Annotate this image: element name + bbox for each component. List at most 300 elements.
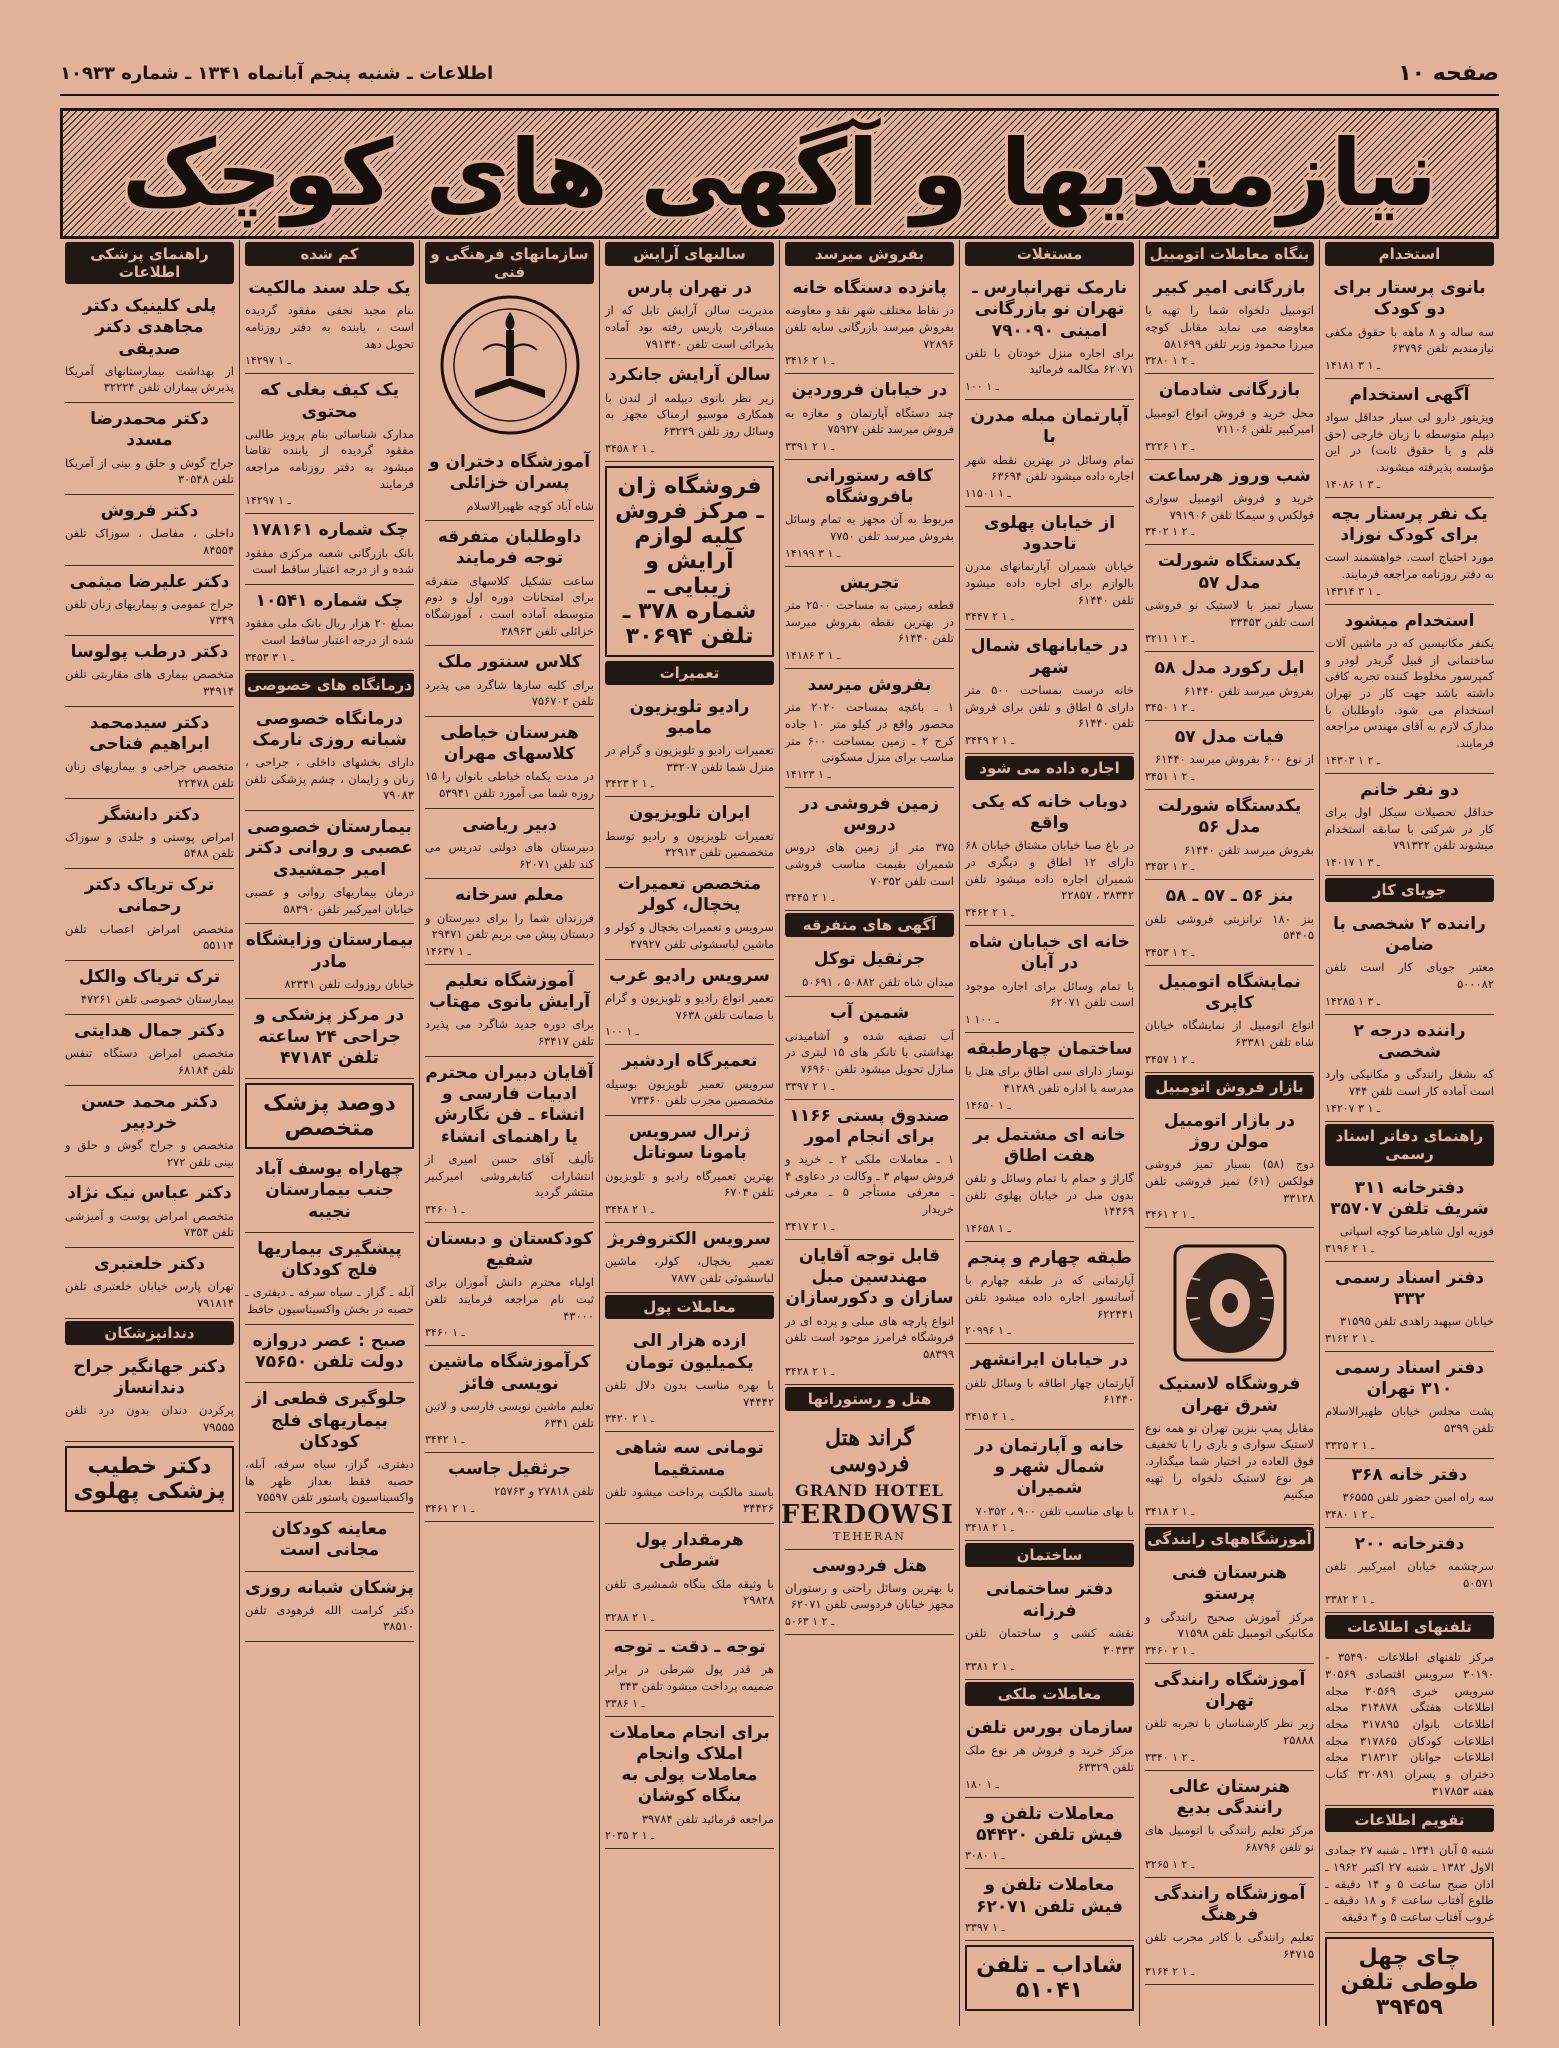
ad-title: دکتر دانشگر xyxy=(99,804,200,825)
ad-body: تمام وسائل در بهترین نقطه شهر اجاره داده میشود تلفن ۶۳۶۹۴ xyxy=(965,452,1134,484)
ad-reference: ۱۴۶۵۸ ـ ۱ xyxy=(965,1222,1011,1236)
ad-reference: ۳۳۸۱ ـ ۱ ۲ xyxy=(965,1660,1015,1674)
ad-title: بفروش میرسد xyxy=(807,674,932,695)
ad-title: توجه ـ دقت ـ توجه xyxy=(613,1636,766,1657)
classified-ad xyxy=(785,1240,954,1385)
ad-title: یکدستگاه شورلت مدل ۵۶ xyxy=(1157,796,1302,838)
ad-title: در مرکز پزشکی و جراحی ۲۴ ساعته تلفن ۴۷۱۸۴ xyxy=(254,1005,405,1068)
ad-body: سه ساله و ۸ ماهه با حقوق مکفی نیازمندیم تلفن ۶۳۷۹۶ xyxy=(1325,324,1494,356)
ad-body: پرکردن دندان بدون درد تلفن ۷۹۵۵۵ xyxy=(65,1403,234,1434)
classified-ad xyxy=(605,1717,774,1850)
ad-body: بیمارستان خصوصی تلفن ۴۷۲۶۱ xyxy=(80,992,234,1007)
ad-body: دارای بخشهای داخلی ، جراحی ، زنان و زایمان ، چشم پزشکی تلفن ۷۹۰۸۳ xyxy=(245,755,414,803)
ad-title: سرویس رادیو غرب xyxy=(609,965,770,986)
classified-ad xyxy=(1145,545,1314,652)
ad-body: مورد احتیاج است. خواهشمند است به دفتر روزنامه مراجعه فرمایند. xyxy=(1325,550,1494,581)
ad-body: مرکز تلفنهای اطلاعات ۳۵۴۹۰ - ۳۰۱۹۰ سرویس اقتصادی ۳۰۵۶۹ سرویس خبری ۳۰۵۶۹ مجله اطلاعات هفتگی ۳۱۴۸۷۸ مجله اطلاعات بانوان ۳۱۷۸۹۵ مجله اطلاعات کودکان ۳۱۷۸۶۵ مجله اطلاعات جوانان ۳۱۸۳۱۲ مجله دختران و پسران ۳۲۰۸۹۱ کتاب هفته ۳۱۷۸۵۳ xyxy=(1325,1650,1495,1798)
classified-ad xyxy=(785,374,954,460)
ad-body: زیر نظر بانوی دیپلمه از لندن با همکاری موسیو ارمناک مجهز به وسائل روز تلفن ۶۳۲۲۹ xyxy=(605,390,774,438)
classified-ad xyxy=(965,272,1134,400)
ad-title: تومانی سه شاهی مستقیما xyxy=(615,1438,764,1480)
classified-ad xyxy=(425,521,594,646)
tire-illustration xyxy=(1145,1238,1314,1368)
ad-body: جراح عمومی و بیماریهای زنان تلفن ۷۳۴۹ xyxy=(65,596,234,628)
classified-ad xyxy=(965,507,1134,631)
ad-title: صندوق پستی ۱۱۶۶ برای انجام امور xyxy=(789,1105,950,1147)
ad-title: کرآموزشگاه ماشین نویسی فائز xyxy=(428,1352,591,1394)
classified-ad xyxy=(1145,272,1314,374)
ad-title: سازمان بورس تلفن xyxy=(965,1718,1134,1739)
ad-title: دکتر درطب پولوسا xyxy=(70,642,229,663)
ad-reference: ۳۴۵۲ ـ ۲ ۱ xyxy=(1145,860,1195,874)
ad-reference: ۳۴۴۷ ـ ۱ ۲ xyxy=(965,610,1015,624)
ad-body: مرکز خرید و فروش هر نوع ملک تلفن ۶۳۳۲۹ xyxy=(965,1743,1134,1775)
classified-ad xyxy=(605,797,774,868)
ad-body: با وثیقه ملک بنگاه شمشیری تلفن ۲۹۸۲۸ xyxy=(605,1576,774,1608)
ad-reference: ۱ ـ ۱۰۰ xyxy=(965,1013,999,1026)
ad-body: بنام مجید نجفی مفقود گردیده است ، یابنده به دفتر روزنامه تحویل دهد xyxy=(245,303,414,351)
ad-body: تعمیر یخچال، کولر، ماشین لباسشوئی تلفن ۷۸۷۷ xyxy=(605,1254,774,1285)
columns-area xyxy=(60,240,1499,2026)
ad-reference: ۳۱۶۲ ـ ۱ ۲ xyxy=(1325,1331,1375,1345)
ad-reference: ۲۰۹۹۶ ـ ۱ xyxy=(965,1324,1011,1338)
header-rule xyxy=(60,94,1499,96)
issue-line: اطلاعات ـ شنبه پنجم آبانماه ۱۳۴۱ ـ شماره ۱۰۹۳۳ xyxy=(60,62,494,84)
ad-reference: ۱۴۲۹۷ ـ ۱ xyxy=(245,354,291,368)
ad-body: در نقاط مختلف شهر نقد و معاوضه بفروش میرسد بازرگانی سایه تلفن ۷۲۸۹۶ xyxy=(785,303,954,351)
ad-title: تجریش xyxy=(839,572,900,593)
classified-ad xyxy=(425,809,594,880)
classified-ad xyxy=(1145,1228,1314,1525)
ad-title: دکتر علیرضا میثمی xyxy=(69,571,230,592)
classified-ad xyxy=(965,1712,1134,1798)
column-1 xyxy=(1319,240,1499,2026)
classified-ad xyxy=(245,374,414,514)
ad-title: بازرگانی امیر کبیر xyxy=(1153,278,1306,298)
ad-reference: ۱۴۶۳۷ ـ ۱ xyxy=(425,944,471,958)
ad-title: آموزشگاه رانندگی تهران xyxy=(1153,1669,1306,1712)
ad-reference: ۳۱۹۶ ـ ۱ ۲ xyxy=(1325,1241,1375,1255)
classified-ad xyxy=(65,1177,234,1248)
ad-body: مدیریت سالن آرایش تابل که از مسافرت پاریس رفته بود آماده پذیرائی است تلفن ۷۹۱۳۴۰ xyxy=(605,303,774,351)
ad-title: زمین فروشی در دروس xyxy=(799,793,940,836)
ad-title: در تهران پارس xyxy=(627,278,752,298)
section-header: معاملات پول xyxy=(605,1295,774,1319)
ad-body: شنبه ۵ آبان ۱۳۴۱ ـ شنبه ۲۷ جمادی الاول ۱۳۸۲ ـ شنبه ۲۷ اکتبر ۱۹۶۲ ـ اذان صبح ساعت ۵ و ۱۴ دقیقه ـ طلوع آفتاب ساعت ۶ و ۱۸ دقیقه ـ غروب آفتاب ساعت ۵ و ۴ دقیقه xyxy=(1325,1843,1495,1924)
classified-ad xyxy=(965,400,1134,507)
classified-ad xyxy=(1325,1838,1494,1932)
ad-body: انواع پارچه های مبلی و پرده ای در فروشگاه فرامرز موجود است تلفن ۵۸۳۹۹ xyxy=(785,1313,954,1361)
ad-title: بازرگانی شادمان xyxy=(1158,380,1301,401)
classified-ad xyxy=(245,811,414,924)
classified-ad xyxy=(65,1015,234,1086)
classified-ad xyxy=(65,290,234,403)
ad-body: معتبر جویای کار است تلفن ۵۰۰۰۸۲ xyxy=(1325,960,1494,992)
ad-title: بیمارستان وزایشگاه مادر xyxy=(245,930,414,972)
ad-reference: ۳۴۸۰ ـ ۲ ۱ xyxy=(1325,1507,1375,1521)
ad-body: متخصص امراض پوست و آمیزشی تلفن ۷۳۵۴ xyxy=(65,1208,234,1240)
ad-title: دکتر عباس نیک نژاد xyxy=(67,1183,232,1204)
ad-title: دوباب خانه که یکی واقع xyxy=(971,791,1128,834)
section-header: استخدام xyxy=(1325,242,1494,266)
classified-ad xyxy=(785,943,954,997)
ad-title: خانه و آپارتمان در شمال شهر و شمیران xyxy=(974,1435,1125,1499)
ad-reference: ۳۳۸۶ ـ ۱ xyxy=(605,1696,645,1710)
ad-title: چهاراه یوسف آباد جنب بیمارستان نجیبه xyxy=(255,1159,404,1222)
ad-body: دکتر کرامت الله فرهودی تلفن ۳۸۵۱۰ xyxy=(245,1602,414,1634)
ad-body: زیر نظر کارشناسان با تجربه تلفن ۲۵۸۸۸ xyxy=(1145,1716,1314,1748)
ad-body: نقشه کشی و ساختمان تلفن ۳۰۴۳۳ xyxy=(965,1625,1134,1657)
ad-title: دبیر ریاضی xyxy=(462,814,557,835)
masthead-title: نیازمندیها و آگهی های کوچک xyxy=(121,120,1438,227)
ad-title: راننده ۲ شخصی با ضامن xyxy=(1333,913,1486,956)
ad-body: آبله ـ گزاز ـ سیاه سرفه ـ دیفتری ـ حصبه در بخش واکسیناسیون حافظ xyxy=(245,1285,414,1317)
section-header: کم شده xyxy=(245,242,414,266)
ad-reference: ۳۲۸۸ ـ ۱ ۲ xyxy=(605,1610,655,1624)
ad-title: سالن آرایش جانکرد xyxy=(608,365,771,386)
ad-body: متخصص و جراح گوش و حلق و بینی تلفن ۲۷۲ xyxy=(65,1138,234,1169)
classified-ad xyxy=(1325,1528,1494,1614)
classified-ad xyxy=(425,1057,594,1223)
ad-body: اولیاء محترم دانش آموزان برای ثبت نام مراجعه فرمایند تلفن ۴۳۰۰۰ xyxy=(425,1275,594,1323)
ad-body: فرزندان شما را برای دبیرستان و دبستان پیش می بریم تلفن ۲۹۴۷۱ xyxy=(425,910,594,942)
ad-title: بنز ۵۶ ـ ۵۷ ـ ۵۸ xyxy=(1165,886,1294,907)
ad-reference: ۳۰۸۰ ـ ۱ xyxy=(965,1849,1005,1863)
classified-ad xyxy=(785,1550,954,1636)
section-header: تلفنهای اطلاعات xyxy=(1325,1615,1494,1639)
section-header: سازمانهای فرهنگی و فنی xyxy=(425,242,594,284)
ad-title: آموزشگاه رانندگی فرهنگ xyxy=(1153,1883,1306,1925)
ad-title: فیات مدل ۵۷ xyxy=(1174,727,1285,748)
ad-reference: ۳۲۸۰ ـ ۲ ۱ xyxy=(1145,354,1195,368)
section-header: هتل و رستورانها xyxy=(785,1387,954,1411)
classified-ad xyxy=(1325,1459,1494,1528)
ad-reference: ۳۲۲۶ ـ ۲ ۱ xyxy=(1145,439,1195,453)
ad-reference: ۵۰۶۳ ـ ۲ ۱ xyxy=(785,1615,835,1629)
ad-title: صبح : عصر دروازه دولت تلفن ۷۵۶۵۰ xyxy=(252,1330,407,1373)
ad-body: سه راه امین حضور تلفن ۳۶۵۵۵ xyxy=(1342,1489,1494,1504)
ad-reference: ۳۴۶۰ ـ ۱ ۲ xyxy=(1145,1643,1195,1657)
ad-reference: ۳۴۲۳ ـ ۱ ۲ xyxy=(605,777,655,791)
classified-ad xyxy=(425,646,594,717)
ad-reference: ۳۴۶۱ ـ ۱ ۲ xyxy=(425,1502,475,1516)
section-header: معاملات ملکی xyxy=(965,1682,1134,1706)
ad-body: بفروش میرسد تلفن ۶۱۴۴۰ xyxy=(1183,842,1314,857)
ad-reference: ۳۴۵۱ ـ ۲ ۱ xyxy=(1145,770,1195,784)
ad-reference: ۳۴۴۵ ـ ۱ ۲ xyxy=(785,891,835,905)
ad-title: معلم سرخانه xyxy=(455,885,564,906)
classified-ad xyxy=(785,1100,954,1240)
classified-ad xyxy=(605,1223,774,1294)
classified-ad xyxy=(1145,966,1314,1073)
ad-title: آپارتمان مبله مدرن با xyxy=(970,406,1129,448)
section-header: جویای کار xyxy=(1325,878,1494,902)
ad-body: سرچشمه خیابان امیرکبیر تلفن ۵۰۵۷۱ xyxy=(1325,1558,1494,1590)
ad-title: دو نفر خانم xyxy=(1360,779,1459,800)
classified-ad xyxy=(1325,1262,1494,1352)
ad-title: ازده هزار الی یکمیلیون تومان xyxy=(625,1331,754,1373)
ad-body: بسیار تمیز با لاستیک نو فروشی است تلفن ۳۳۴۵۳ xyxy=(1145,597,1314,629)
classified-ad xyxy=(1145,1105,1314,1229)
ad-title: استخدام میشود xyxy=(1344,610,1475,631)
classified-ad xyxy=(1145,374,1314,460)
section-header: سالنهای آرایش xyxy=(605,242,774,266)
ad-title: هتل فردوسی xyxy=(812,1555,927,1576)
ad-reference: ۳۴۶۰ ـ ۱ xyxy=(425,1202,465,1216)
ad-title: ترک تریاک والکل xyxy=(78,967,221,987)
ad-reference: ۳۴۴۸ ـ ۱ ۲ xyxy=(605,1202,655,1216)
ad-title: دفتر خانه ۳۶۸ xyxy=(1351,1464,1468,1485)
ad-reference: ۳۴۶۰ ـ ۱ xyxy=(425,1326,465,1340)
classified-ad xyxy=(425,965,594,1057)
ad-reference: ۱۴۱۲۳ ـ ۱ xyxy=(785,767,831,781)
section-header: آموزشگاههای رانندگی xyxy=(1145,1527,1314,1551)
ad-body: آپارتمان چهار اطاقه با وسائل تلفن ۶۱۴۴۰ xyxy=(965,1375,1134,1407)
classified-ad xyxy=(1145,790,1314,880)
ad-title: معاملات تلفن و فیش تلفن ۵۴۴۲۰ xyxy=(976,1803,1123,1846)
ad-reference: ۱۴۶۵۰ ـ ۱ xyxy=(965,1098,1011,1112)
ad-title: سرویس الکتروفریژ xyxy=(607,1228,772,1249)
ad-body: که بشغل رانندگی و مکانیکی وارد است آماده کار است تلفن ۷۴۴ xyxy=(1325,1067,1494,1098)
ad-body: تعلیم رانندگی با کادر مجرب تلفن ۶۴۷۱۵ xyxy=(1145,1930,1314,1961)
ad-title: در خیابانهای شمال شهر xyxy=(970,636,1129,678)
ad-reference: ۱۴۱۸۶ ـ ۱ ۳ xyxy=(785,648,841,662)
ad-title: دفتر اسناد رسمی ۳۳۲ xyxy=(1335,1267,1484,1309)
ad-reference: ۱۴۲۹۷ ـ ۱ xyxy=(245,494,291,508)
ad-body: شاه آباد کوچه ظهیرالاسلام xyxy=(466,498,594,513)
ad-reference: ۳۳۹۷ ـ ۱ xyxy=(965,1920,1005,1934)
ad-reference: ۳۳۲۵ ـ ۱ ۲ xyxy=(1325,1438,1375,1452)
classified-ad xyxy=(245,1513,414,1572)
ad-body: با بهره مناسب بدون دلال تلفن ۷۴۴۴۲ xyxy=(605,1377,774,1409)
ad-title: دکتر جمال هدایتی xyxy=(74,1020,225,1041)
classified-ad xyxy=(965,1344,1134,1430)
ad-reference: ۱۴۳۰۳ ـ ۲ ۱ xyxy=(1325,753,1381,767)
ad-body: در باغ صبا خیابان مشتاق خیابان ۶۸ دارای ۱۲ اطاق و دیگری در شمیران اجاره داده میشود تلفن ۳۸۳۴۲ ، ۲۲۸۵۷ xyxy=(965,838,1134,903)
classified-ad xyxy=(965,1869,1134,1941)
classified-ad xyxy=(785,788,954,912)
section-header: درمانگاه های خصوصی xyxy=(245,673,414,697)
classified-ad xyxy=(965,926,1134,1033)
ad-title: یک نفر پرستار بچه برای کودک نوزاد xyxy=(1331,503,1488,546)
section-header: تعمیرات xyxy=(605,661,774,685)
ad-title: برای انجام معاملات املاک وانجام معاملات پولی به بنگاه کوشان xyxy=(609,1722,770,1807)
ad-body: چند دستگاه آپارتمان و مغازه به فروش میرسد تلفن ۷۵۹۲۷ xyxy=(785,405,954,437)
ad-reference: ۱۴۱۹۹ ـ ۱ ۳ xyxy=(785,546,841,560)
ad-reference: ۳۴۱۸ ـ ۱ ۲ xyxy=(1145,1505,1195,1519)
ad-title: بیمارستان خصوصی عصبی و روانی دکتر امیر جمشیدی xyxy=(246,817,413,880)
ad-title: یک جلد سند مالکیت xyxy=(248,278,411,298)
ad-title: هنرستان خیاطی کلاسهای مهران xyxy=(440,722,579,765)
classified-ad xyxy=(1325,379,1494,498)
ad-title: چک شماره ۱۰۵۴۱ xyxy=(255,591,404,612)
classified-ad xyxy=(1325,605,1494,774)
hotel-logo-en2: FERDOWSI xyxy=(780,1499,954,1530)
classified-ad xyxy=(425,717,594,809)
ad-body: بنز ۱۸۰ ترانزیتی فروشی تلفن ۵۴۴۰۵ xyxy=(1145,911,1314,943)
classified-ad xyxy=(1145,1664,1314,1771)
ad-body: ساعت تشکیل کلاسهای متفرقه برای امتحانات دوره اول و دوم متوسطه آماده است ، آموزشگاه خزائلی تلفن ۳۸۹۶۳ xyxy=(425,573,594,638)
ad-body: تعمیرات رادیو و تلویزیون و گرام در منزل شما تلفن ۳۳۲۰۷ xyxy=(605,743,774,774)
ad-body: هر قدر پول شرطی در برابر ضمیمه پرداخت میشود تلفن ۳۴۳ xyxy=(605,1662,774,1693)
classified-ad xyxy=(425,879,594,965)
classified-ad xyxy=(1325,1645,1494,1806)
section-header: بنگاه معاملات اتومبیل xyxy=(1145,242,1314,266)
ad-title: جرثقیل جاسب xyxy=(448,1459,571,1480)
ad-title: نارمک تهرانپارس ـ تهران نو بازرگانی امینی ۷۹۰۰۹۰ xyxy=(971,278,1128,341)
section-header: اجاره داده می شود xyxy=(965,756,1134,780)
ad-body: مراجعه فرمائید تلفن ۳۹۷۸۴ xyxy=(641,1811,774,1826)
ad-body: تعمیرات تلویزیون و رادیو توسط متخصصین تلفن ۳۲۹۱۳ xyxy=(605,828,774,860)
ad-body: تهران پارس خیابان خلعتبری تلفن ۷۹۱۸۱۴ xyxy=(65,1279,234,1310)
classified-ad xyxy=(605,1524,774,1631)
classified-ad xyxy=(425,1346,594,1453)
display-ad-badge: فروشگاه ژان ـ مرکز فروش کلیه لوازم آرایش و زیبایی ـ شماره ۳۷۸ ـ تلفن ۳۰۶۹۴ xyxy=(605,466,774,657)
classified-ad xyxy=(245,1325,414,1384)
classified-ad xyxy=(245,1572,414,1643)
ad-body: متخصص امراض دستگاه تنفس تلفن ۶۸۱۸۴ xyxy=(65,1046,234,1077)
ad-body: دبیرستان های دولتی تدریس می کند تلفن ۶۲۰۷۱ xyxy=(425,840,594,871)
classified-ad xyxy=(65,799,234,870)
ad-reference: ۳۴۴۹ ـ ۱ ۲ xyxy=(965,733,1015,747)
ad-title: معاملات تلفن و فیش تلفن ۶۲۰۷۱ xyxy=(976,1875,1123,1917)
ad-title: دفتر اسناد رسمی ۳۱۰ تهران xyxy=(1335,1357,1484,1400)
ad-body: در مدت یکماه خیاطی بانوان را ۱۵ روزه شما می آموزد تلفن ۵۳۹۴۱ xyxy=(425,769,594,801)
ad-title: خانه ای خیابان شاه در آبان xyxy=(969,932,1130,974)
ad-reference: ۱۴۰۸۶ ـ ۳ ۱ xyxy=(1325,477,1381,491)
ad-title: ایل رکورد مدل ۵۸ xyxy=(1154,658,1305,679)
ad-body: خرید و فروش اتومبیل سواری فولکس و سیمکا تلفن ۷۹۱۹۰۶ xyxy=(1145,491,1314,522)
classified-ad xyxy=(965,1573,1134,1680)
classified-ad xyxy=(605,1631,774,1717)
ad-title: جلوگیری قطعی از بیماریهای فلج کودکان xyxy=(252,1389,407,1452)
ad-title: رادیو تلویزیون مامبو xyxy=(629,696,750,738)
ad-body: از نوع ۶۰۰ بفروش میرسد ۶۱۴۴۰ xyxy=(1154,752,1314,767)
ad-title: ساختمان چهارطبقه xyxy=(966,1039,1133,1059)
hotel-logo-en3: TEHERAN xyxy=(833,1529,906,1543)
ad-title: راننده درجه ۲ شخصی xyxy=(1353,1020,1466,1062)
ad-title: کودکستان و دبستان شفیع xyxy=(426,1228,593,1271)
classified-ad xyxy=(785,567,954,669)
classified-ad xyxy=(1145,1771,1314,1878)
ad-body: امراض پوستی و جلدی و سوزاک تلفن ۵۴۸۸ xyxy=(65,829,234,861)
ad-body: با بهترین وسائل راحتی و رستوران مجهز خیابان فردوسی تلفن ۶۲۰۷۱ xyxy=(785,1580,954,1612)
ad-reference: ۳۴۱۸ ـ ۱ ۲ xyxy=(965,1521,1015,1535)
classified-ad xyxy=(65,869,234,961)
ad-title: دفتر ساختمانی فرزانه xyxy=(986,1579,1113,1621)
ad-reference: ۳۴۰۲ ـ ۲ ۱ xyxy=(1145,525,1195,539)
ad-title: نمایشگاه اتومبیل کاپری xyxy=(1158,971,1301,1014)
classified-ad xyxy=(605,272,774,359)
ad-body: بمبلغ ۲۰ هزار ریال بانک ملی مفقود شده از درجه اعتبار ساقط است xyxy=(245,616,415,647)
column-3 xyxy=(959,240,1139,2026)
ad-body: مربوط به آن مجهز به تمام وسائل بفروش میرسد تلفن ۷۷۵۰ xyxy=(785,512,954,544)
display-ad-badge: چای چهل طوطی تلفن ۳۹۴۵۹ xyxy=(1325,1937,1494,2026)
ad-body: نوساز دارای سی اطاق برای هتل یا مدرسه یا اداره تلفن ۴۱۲۸۹ xyxy=(965,1064,1134,1095)
column-8 xyxy=(60,240,239,2026)
ad-body: خانه درست بمساحت ۵۰۰ متر دارای ۵ اطاق و تلفن برای فروش تلفن ۶۱۴۴۰ xyxy=(965,682,1134,731)
classified-ad xyxy=(965,1798,1134,1870)
ad-title: دکتر محمدرضا مسدد xyxy=(90,409,209,451)
classified-ad xyxy=(425,1223,594,1347)
classified-ad xyxy=(1145,652,1314,721)
ad-title: درمانگاه خصوصی شبانه روزی نارمک xyxy=(252,708,407,750)
page-number: صفحه ۱۰ xyxy=(1398,60,1499,86)
section-header: بازار فروش اتومبیل xyxy=(1145,1075,1314,1099)
classified-ad xyxy=(1325,1172,1494,1262)
ad-body: درمان بیماریهای روانی و عصبی خیابان امیرکبیر تلفن ۵۸۳۹۰ xyxy=(245,884,414,916)
classified-ad xyxy=(605,1432,774,1524)
ad-body: جراح گوش و حلق و بینی از آمریکا تلفن ۳۰۵۴۸ xyxy=(65,455,234,487)
ad-title: شب وروز هرساعت xyxy=(1148,465,1311,486)
ad-title: از خیابان پهلوی تاحدود xyxy=(983,512,1116,555)
ad-body: گاراژ و حمام با تمام وسائل و تلفن بدون مبل در خیابان پهلوی تلفن ۱۴۴۶۹ xyxy=(965,1171,1134,1219)
ad-title: جرثقیل توکل xyxy=(813,949,926,970)
ad-title: چک شماره ۱۷۸۱۶۱ xyxy=(250,520,409,541)
ad-body: از بهداشت بیمارستانهای آمریکا پذیرش بیماران تلفن ۳۲۲۲۴ xyxy=(65,363,234,395)
classified-ad xyxy=(965,1242,1134,1344)
ad-reference: ۳۲۱۱ ـ ۲ ۱ xyxy=(1145,632,1195,646)
column-7 xyxy=(239,240,419,2026)
ad-reference: ۱۴۲۸۵ ـ ۳ ۱ xyxy=(1325,994,1381,1008)
section-header: آگهی های متفرقه xyxy=(785,913,954,937)
ad-body: یکنفر مکانیسین که در ماشین آلات ساختمانی از قبیل گریدر لودر و کمپرسور مخلوط کننده تجربه کافی داشته باشد جهت کار در تهران استخدام می شود. داوطلبان با مدارک لازم به آقای مهندس مراجعه فرمایند. xyxy=(1325,635,1494,750)
ad-title: هرمقدار پول شرطی xyxy=(635,1530,744,1572)
classified-ad xyxy=(65,403,234,495)
ad-title: آقایان دبیران محترم ادبیات فارسی و انشاء ـ فن نگارش یا راهنمای انشاء xyxy=(425,1062,594,1147)
classified-ad xyxy=(965,1119,1134,1243)
section-header: ساختمان xyxy=(965,1543,1134,1567)
ad-body: مرکز آموزش صحیح رانندگی و مکانیکی اتومبیل تلفن ۷۱۵۹۸ xyxy=(1145,1609,1314,1641)
column-5 xyxy=(599,240,779,2026)
ad-body: تعلیم ماشین نویسی فارسی و لاتین تلفن ۶۳۴۱ xyxy=(425,1398,594,1430)
ad-title: متخصص تعمیرات یخچال، کولر xyxy=(617,873,762,916)
ad-title: یک کیف بغلی که محتوی xyxy=(260,380,399,422)
ad-body: داخلی ، مفاصل ، سوزاک تلفن ۸۴۵۵۴ xyxy=(65,526,234,557)
classified-ad xyxy=(245,514,414,585)
classified-ad xyxy=(1325,908,1494,1015)
ad-reference: ۲۰۳۵ ـ ۱ ۲ xyxy=(605,1829,655,1843)
classified-ad xyxy=(65,961,234,1015)
ad-body: خیابان روزولت تلفن ۸۲۳۴۱ xyxy=(284,976,414,991)
classified-ad xyxy=(245,924,414,999)
ad-reference: ۳۴۱۷ ـ ۱ ۲ xyxy=(785,1219,835,1233)
classified-ad xyxy=(245,1153,414,1233)
ad-body: دوج (۵۸) بسیار تمیز فروشی فولکس (۶۱) تمیز فروشی تلفن ۳۳۱۲۸ xyxy=(1145,1157,1314,1205)
ad-title: دفترخانه ۳۱۱ شریف تلفن ۳۵۷۰۷ xyxy=(1330,1177,1489,1219)
ad-reference: ۱۱۵۰۱ ـ ۱ xyxy=(965,486,1011,500)
ad-reference: ۳۴۵۳ ـ ۲ ۱ xyxy=(1145,945,1195,959)
ad-reference: ۳۴۱۵ ـ ۱ ۲ xyxy=(965,1409,1015,1423)
ad-reference: ۳۴۶۱ ـ ۱ ۲ xyxy=(1145,1208,1195,1222)
section-header: تقویم اطلاعات xyxy=(1325,1808,1494,1832)
classified-ad xyxy=(245,703,414,812)
ad-title: ترک تریاک دکتر رحمانی xyxy=(84,875,215,917)
ad-title: دکتر سیدمحمد ابراهیم فتاحی xyxy=(89,712,210,754)
ad-body: بهترین تعمیرگاه رادیو و تلویزیون تلفن ۶۷۰۴ xyxy=(605,1168,774,1200)
ad-reference: ۳۲۶۵ ـ ۲ ۱ xyxy=(1145,1857,1195,1871)
classified-ad xyxy=(965,630,1134,754)
ad-reference: ۳۳۹۱ ـ ۱ ۲ xyxy=(785,439,835,453)
classified-ad xyxy=(605,691,774,798)
ad-title: ایران تلویزیون xyxy=(628,803,751,824)
ad-body: آپارتمانی که در طبقه چهارم با آسانسور اجاره داده میشود تلفن ۶۲۲۴۴۱ xyxy=(965,1273,1134,1321)
ad-title: دکتر جهانگیر جراح دندانساز xyxy=(73,1356,226,1398)
classified-ad xyxy=(245,585,414,671)
classified-ad xyxy=(1325,1015,1494,1122)
classified-ad xyxy=(65,707,234,799)
display-ad-badge: شاداب ـ تلفن ۵۱۰۴۱ xyxy=(965,1945,1134,2011)
